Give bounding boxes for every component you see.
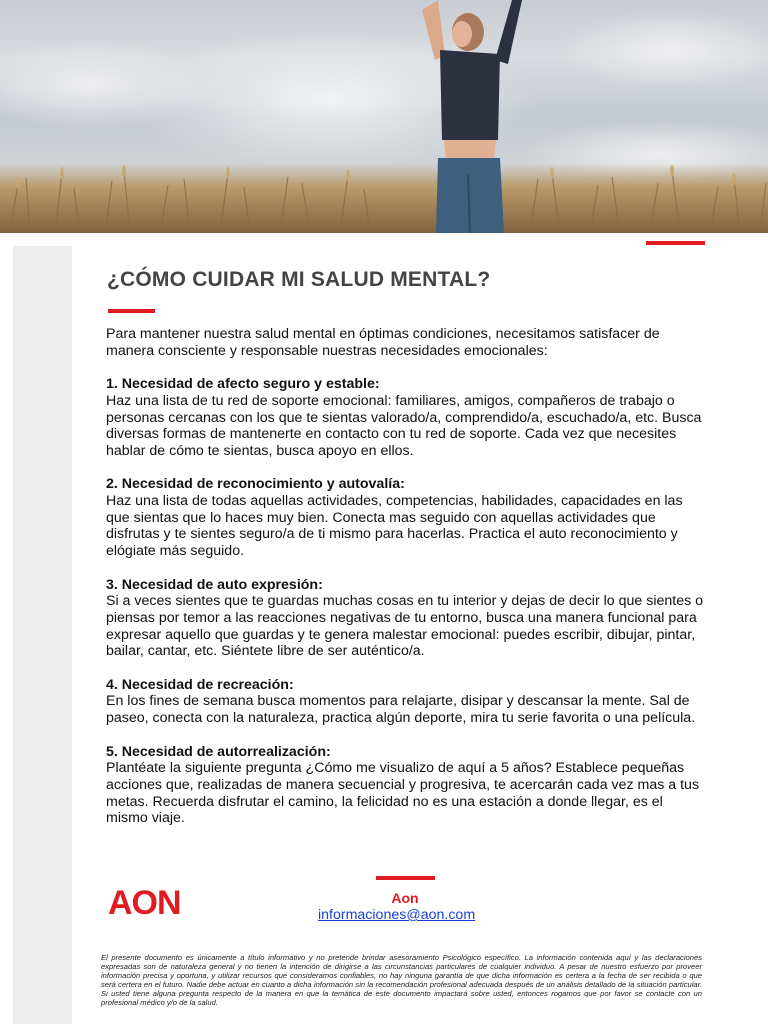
intro-paragraph: Para mantener nuestra salud mental en óptimas condiciones, necesitamos satisfacer de manera consciente y responsable nuestras necesidades emocionales: (106, 326, 660, 359)
grass-stalks (0, 143, 768, 233)
section-reconocimiento (106, 476, 706, 560)
aon-logo: AON (108, 884, 181, 922)
cloud (560, 10, 768, 90)
legal-disclaimer: El presente documento es únicamente a título informativo y no pretende brindar asesoramiento Psicológico específico. La información contenida aquí y las declaraciones expresadas son de naturaleza general y no tienen la intención de dirigirse a las circunstancias particulares de cualquier individuo. A pesar de nuestro esfuerzo por proveer información precisa y oportuna, y utilizar recursos que consideramos confiables, no hay ninguna garantía de que dicha información es certera a la fecha de ser recibida o que será certera en el futuro. Nadie debe actuar en cuanto a dicha información sin la recomendación profesional adecuada después de un análisis detallado de la situación particular. Si usted tiene alguna pregunta respecto de la manera en que la temática de este documento impactará sobre usted, entonces rogamos que por favor se contacte con un profesional médico y/o de la salud. (101, 953, 702, 1007)
article-body (106, 326, 706, 844)
top-right-accent-line (646, 241, 705, 245)
section-heading: 5. Necesidad de autorrealización: (106, 743, 331, 760)
left-sidebar-band (13, 246, 72, 1024)
section-text: Haz una lista de todas aquellas actividades, competencias, habilidades, capacidades en las que sientas que lo haces muy bien. Conecta mas seguido con aquellas actividades que disfrutas y te sientes seguro/a de ti mismo para hacerlas. Practica el auto reconocimiento y elógiate más seguido. (106, 493, 683, 560)
section-auto-expresion (106, 577, 706, 661)
section-autorrealizacion (106, 744, 706, 828)
section-text: En los fines de semana busca momentos para relajarte, disipar y descansar la mente. Sal de paseo, conecta con la naturaleza, practica algún deporte, mira tu serie favorita o una película. (106, 693, 696, 727)
page-title: ¿CÓMO CUIDAR MI SALUD MENTAL? (107, 268, 491, 291)
section-recreacion (106, 677, 706, 727)
section-heading: 2. Necesidad de reconocimiento y autovalía: (106, 476, 405, 493)
section-heading: 1. Necesidad de afecto seguro y estable: (106, 376, 380, 393)
section-heading: 4. Necesidad de recreación: (106, 676, 294, 693)
section-afecto (106, 376, 706, 460)
woman-figure (400, 0, 550, 233)
hero-photo (0, 0, 768, 233)
contact-email-link[interactable]: informaciones@aon.com (318, 907, 476, 923)
title-underline (108, 309, 155, 313)
section-text: Plantéate la siguiente pregunta ¿Cómo me visualizo de aquí a 5 años? Establece pequeñas acciones que, realizadas de manera secuencial y progresiva, te acercarán cada vez mas a tus metas. Recuerda disfrutar el camino, la felicidad no es una estación a donde llegar, es el mismo viaje. (106, 760, 700, 827)
section-heading: 3. Necesidad de auto expresión: (106, 576, 323, 593)
section-text: Si a veces sientes que te guardas muchas cosas en tu interior y dejas de decir lo que sientes o piensas por temor a las reacciones negativas de tu entorno, busca una manera funcional para expresar aquello que guardas y te genera malestar emocional: puedes escribir, dibujar, pintar, bailar, cantar, etc. Siéntete libre de ser auténtico/a. (106, 593, 704, 660)
contact-name: Aon (391, 890, 419, 906)
contact-accent-line (376, 876, 435, 880)
section-text: Haz una lista de tu red de soporte emocional: familiares, amigos, compañeros de trabajo o personas cercanas con los que te sientas valorado/a, comprendido/a, escuchado/a, etc. Busca diversas formas de mantenerte en contacto con tu red de soporte. Cada vez que necesites hablar de cómo te sientas, busca apoyo en ellos. (106, 392, 702, 459)
